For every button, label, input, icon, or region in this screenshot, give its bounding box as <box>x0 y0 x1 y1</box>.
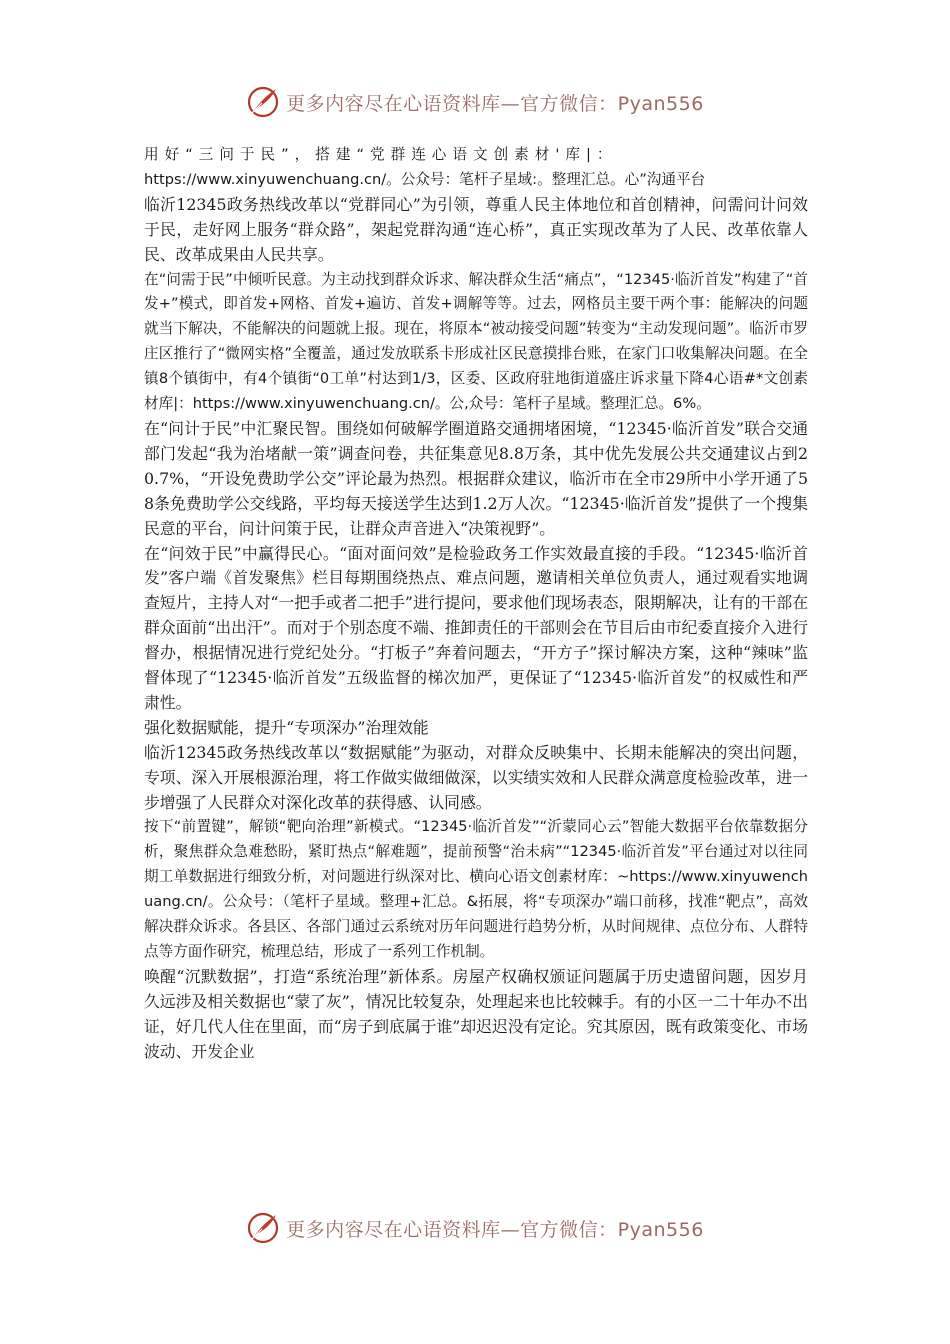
banner-wechat-id: Pyan556 <box>617 1218 704 1241</box>
paragraph-intro: 临沂12345政务热线改革以“党群同心”为引领，尊重人民主体地位和首创精神，问需问计问效于民，走好网上服务“群众路”，架起党群沟通“连心桥”，真正实现改革为了人民、改革依靠人民、改革成果由人民共享。 <box>144 194 808 264</box>
feather-pen-logo-icon <box>246 85 280 119</box>
banner-label: 更多内容尽在心语资料库—官方微信： <box>286 92 618 115</box>
banner-wechat-id: Pyan556 <box>617 92 704 115</box>
paragraph-ask-needs: 在“问需于民”中倾听民意。为主动找到群众诉求、解决群众生活“痛点”，“12345·临沂首发”构建了“首发+”模式，即首发+网格、首发+遍访、首发+调解等等。过去，网格员主要干两个事：能解决的问题就当下解决，不能解决的问题就上报。现在，将原本“被动接受问题”转变为“主动发现问题”。临沂市罗庄区推行了“微网实格”全覆盖，通过发放联系卡形成社区民意摸排台账，在家门口收集解决问题。在全镇8个镇街中，有4个镇街“0工单”村达到1/3，区委、区政府驻地街道盛庄诉求量下降4心语#*文创素材库|：https://www.xinyuwenchuang.cn/。公,众号：笔杆子星域。整理汇总。6%。 <box>144 270 808 413</box>
banner-label: 更多内容尽在心语资料库—官方微信： <box>286 1218 618 1241</box>
paragraph-targeted-governance: 按下“前置键”，解锁“靶向治理”新模式。“12345·临沂首发”“沂蒙同心云”智能大数据平台依靠数据分析，聚焦群众急难愁盼，紧盯热点“解难题”，提前预警“治未病”“12345·临沂首发”平台通过对以往同期工单数据进行细致分析，对问题进行纵深对比、横向心语文创素材库：~https://www.xinyuwenchuang.cn/。公众号：（笔杆子星域。整理+汇总。&拓展，将“专项深办”端口前移，找准“靶点”，高效解决群众诉求。各县区、各部门通过云系统对历年问题进行趋势分析，从时间规律、点位分布、人群特点等方面作研究，梳理总结，形成了一系列工作机制。 <box>144 818 808 960</box>
paragraph-ask-ideas: 在“问计于民”中汇聚民智。围绕如何破解学圈道路交通拥堵困境，“12345·临沂首发”联合交通部门发起“我为治堵献一策”调查问卷，共征集意见8.8万条，其中优先发展公共交通建议占到20.7%，“开设免费助学公交”评论最为热烈。根据群众建议，临沂市在全市29所中小学开通了58条免费助学公交线路，平均每天接送学生达到1.2万人次。“12345·临沂首发”提供了一个搜集民意的平台，问计问策于民，让群众声音进入“决策视野”。 <box>144 418 808 538</box>
banner-text <box>286 89 704 116</box>
paragraph-ask-results: 在“问效于民”中赢得民心。“面对面问效”是检验政务工作实效最直接的手段。“12345·临沂首发”客户端《首发聚焦》栏目每期围绕热点、难点问题，邀请相关单位负责人，通过观看实地调查短片，主持人对“一把手或者二把手”进行提问，要求他们现场表态，限期解决，让有的干部在群众面前“出出汗”。而对于个别态度不端、推卸责任的干部则会在节目后由市纪委直接介入进行督办，根据情况进行党纪处分。“打板子”奔着问题去，“开方子”探讨解决方案，这种“辣味”监督体现了“12345·临沂首发”五级监督的梯次加严，更保证了“12345·临沂首发”的权威性和严肃性。 <box>144 543 808 712</box>
paragraph-data-intro: 临沂12345政务热线改革以“数据赋能”为驱动，对群众反映集中、长期未能解决的突出问题，专项、深入开展根源治理，将工作做实做细做深，以实绩实效和人民群众满意度检验改革，进一步增强了人民群众对深化改革的获得感、认同感。 <box>144 742 808 812</box>
footer-banner <box>0 1208 950 1248</box>
header-banner <box>0 82 950 122</box>
feather-pen-logo-icon <box>246 1211 280 1245</box>
section-heading-data: 强化数据赋能，提升“专项深办”治理效能 <box>144 717 429 737</box>
doc-title-line-2: https://www.xinyuwenchuang.cn/。公众号：笔杆子星域:。整理汇总。心”沟通平台 <box>144 170 706 188</box>
banner-text <box>286 1215 704 1242</box>
doc-title-line-1: 用好“三问于民”，搭建“党群连心语文创素材'库|： <box>144 146 618 163</box>
paragraph-silent-data: 唤醒“沉默数据”，打造“系统治理”新体系。房屋产权确权颁证问题属于历史遗留问题，因岁月久远涉及相关数据也“蒙了灰”，情况比较复杂，处理起来也比较棘手。有的小区一二十年办不出证，好几代人住在里面，而“房子到底属于谁”却迟迟没有定论。究其原因，既有政策变化、市场波动、开发企业 <box>144 966 808 1061</box>
document-body <box>144 143 808 1065</box>
